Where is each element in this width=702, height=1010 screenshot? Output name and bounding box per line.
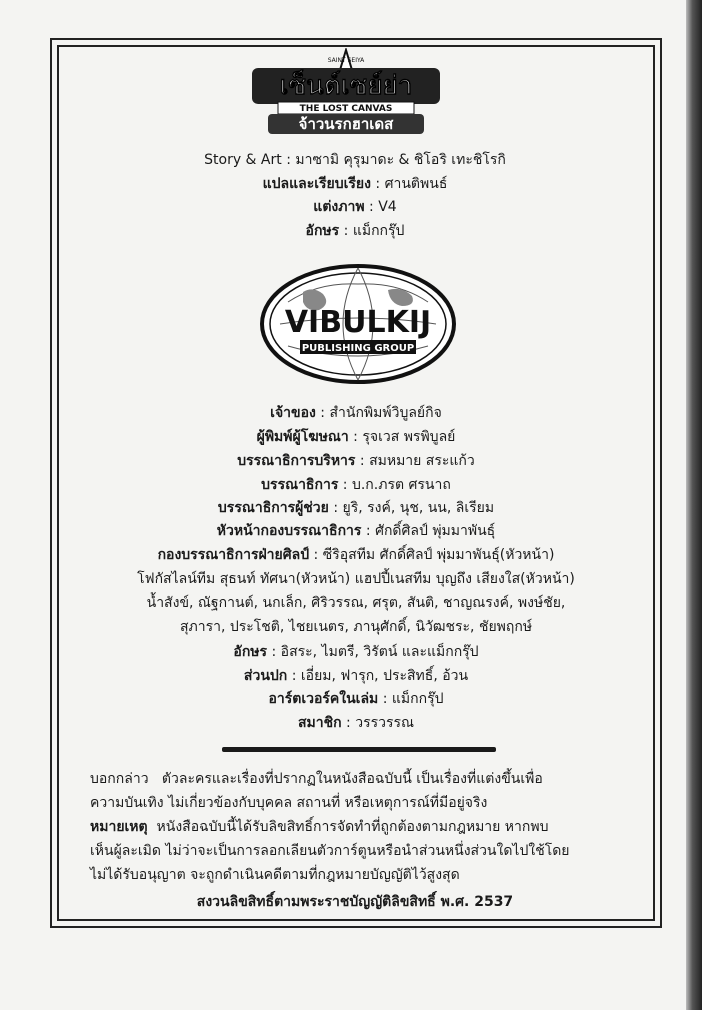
credit-label: แปลและเรียบเรียง [262, 176, 371, 192]
staff-line: สุภารา, ประโชติ, ไชยเนตร, ภานุศักดิ์, นิวัฒชระ, ชัยพฤกษ์ [179, 619, 533, 635]
notice-label: บอกกล่าว [90, 771, 149, 787]
staff-executive-editor: บรรณาธิการบริหาร : สมหมาย สระแก้ว [237, 453, 475, 469]
notice-text: ตัวละครและเรื่องที่ปรากฏในหนังสือฉบับนี้ เป็นเรื่องที่แต่งขึ้นเพื่อ [161, 771, 543, 787]
credit-value: แม็กกรุ๊ป [352, 223, 405, 239]
staff-printer: ผู้พิมพ์ผู้โฆษณา : รุจเวส พรพิบูลย์ [256, 429, 456, 445]
credit-value: V4 [378, 199, 397, 215]
notice-line-1 [90, 770, 640, 788]
publisher-name: VIBULKIJ [284, 305, 432, 340]
staff-label: ผู้พิมพ์ผู้โฆษณา [256, 429, 349, 445]
publisher-group: PUBLISHING GROUP [301, 343, 415, 354]
staff-editor: บรรณาธิการ : บ.ก.ภรต ศรนาถ [261, 477, 451, 493]
staff-owner: เจ้าของ : สำนักพิมพ์วิบูลย์กิจ [270, 405, 442, 421]
staff-label: อาร์ตเวอร์คในเล่ม [268, 691, 379, 707]
staff-value: ซีริอุสทีม ศักดิ์ศิลป์ พุ่มมาพันธุ์(หัวหน้า) [322, 547, 555, 563]
credit-label: อักษร [305, 223, 340, 239]
staff-line: น้ำสังข์, ณัฐกานต์, นกเล็ก, ศิริวรรณ, ศรุต, สันติ, ชาญณรงค์, พงษ์ชัย, [146, 595, 566, 611]
staff-label: บรรณาธิการบริหาร [237, 453, 356, 469]
staff-label: อักษร [233, 644, 268, 660]
series-top-text: SAINT SEIYA [327, 57, 365, 64]
remark-label: หมายเหตุ [90, 819, 148, 835]
credit-value: ศานติพนธ์ [384, 176, 448, 192]
publisher-logo [258, 262, 458, 386]
series-bottom-text: จ้าวนรกฮาเดส [298, 115, 394, 133]
credit-value: มาซามิ คุรุมาดะ & ชิโอริ เทะชิโรกิ [295, 152, 506, 168]
series-main-text: เซ็นต์เซย์ย่า [279, 71, 413, 101]
staff-membership: สมาชิก : วรรวรรณ [297, 715, 415, 731]
staff-assistant-editor: บรรณาธิการผู้ช่วย : ยูริ, รงค์, นุช, นน, ลิเรียม [217, 500, 495, 516]
staff-value: บ.ก.ภรต ศรนาถ [351, 477, 451, 493]
staff-art-team: กองบรรณาธิการฝ่ายศิลป์ : ซีริอุสทีม ศักดิ์ศิลป์ พุ่มมาพันธุ์(หัวหน้า) [157, 547, 555, 563]
staff-label: บรรณาธิการ [261, 477, 339, 493]
credit-translation: แปลและเรียบเรียง : ศานติพนธ์ [262, 176, 448, 192]
staff-cover: ส่วนปก : เอี่ยม, ฟารุก, ประสิทธิ์, อ้วน [243, 668, 469, 684]
staff-label: บรรณาธิการผู้ช่วย [217, 500, 329, 516]
staff-value: เอี่ยม, ฟารุก, ประสิทธิ์, อ้วน [300, 668, 469, 684]
remark-text: หนังสือฉบับนี้ได้รับลิขสิทธิ์การจัดทำที่ถูกต้องตามกฎหมาย หากพบ [156, 819, 549, 835]
section-divider [222, 747, 496, 752]
staff-label: สมาชิก [297, 715, 342, 731]
credit-retouch: แต่งภาพ : V4 [313, 199, 397, 215]
notice-line-2: ความบันเทิง ไม่เกี่ยวข้องกับบุคคล สถานที่ หรือเหตุการณ์ที่มีอยู่จริง [90, 795, 488, 811]
staff-value: อิสระ, ไมตรี, วิรัตน์ และแม็กกรุ๊ป [280, 644, 479, 660]
staff-label: เจ้าของ [270, 405, 316, 421]
staff-label: หัวหน้ากองบรรณาธิการ [216, 523, 362, 539]
copyright-notice: สงวนลิขสิทธิ์ตามพระราชบัญญัติลิขสิทธิ์ พ.ศ. 2537 [196, 894, 514, 910]
staff-label: กองบรรณาธิการฝ่ายศิลป์ [157, 547, 310, 563]
staff-lettering: อักษร : อิสระ, ไมตรี, วิรัตน์ และแม็กกรุ๊ป [233, 644, 479, 660]
staff-artwork: อาร์ตเวอร์คในเล่ม : แม็กกรุ๊ป [268, 691, 444, 707]
page-edge-shadow [686, 0, 702, 1010]
credit-story-art: Story & Art : มาซามิ คุรุมาดะ & ชิโอริ เทะชิโรกิ [204, 152, 506, 168]
staff-line: โฟกัสไลน์ทีม สุธนท์ ทัศนา(หัวหน้า) แฮปปี้เนสทีม บุญถึง เสียงใส(หัวหน้า) [137, 571, 575, 587]
remark-line-2: เห็นผู้ละเมิด ไม่ว่าจะเป็นการลอกเลียนตัวการ์ตูนหรือนำส่วนหนึ่งส่วนใดไปใช้โดย [90, 843, 570, 859]
credit-lettering: อักษร : แม็กกรุ๊ป [305, 223, 405, 239]
remark-line-3: ไม่ได้รับอนุญาต จะถูกดำเนินคดีตามที่กฎหมายบัญญัติไว้สูงสุด [90, 867, 460, 883]
staff-value: ศักดิ์ศิลป์ พุ่มมาพันธุ์ [375, 523, 496, 539]
staff-value: แม็กกรุ๊ป [391, 691, 444, 707]
staff-value: รุจเวส พรพิบูลย์ [362, 429, 456, 445]
series-title-logo [248, 48, 444, 140]
staff-head-editorial: หัวหน้ากองบรรณาธิการ : ศักดิ์ศิลป์ พุ่มมาพันธุ์ [216, 523, 496, 539]
staff-value: สมหมาย สระแก้ว [369, 453, 475, 469]
staff-label: ส่วนปก [243, 668, 288, 684]
remark-line-1 [90, 818, 640, 836]
credit-label: แต่งภาพ [313, 199, 365, 215]
staff-value: สำนักพิมพ์วิบูลย์กิจ [329, 405, 442, 421]
staff-value: ยูริ, รงค์, นุช, นน, ลิเรียม [342, 500, 495, 516]
credit-label: Story & Art [204, 152, 282, 168]
series-sub-text: THE LOST CANVAS [299, 104, 393, 114]
staff-value: วรรวรรณ [355, 715, 415, 731]
